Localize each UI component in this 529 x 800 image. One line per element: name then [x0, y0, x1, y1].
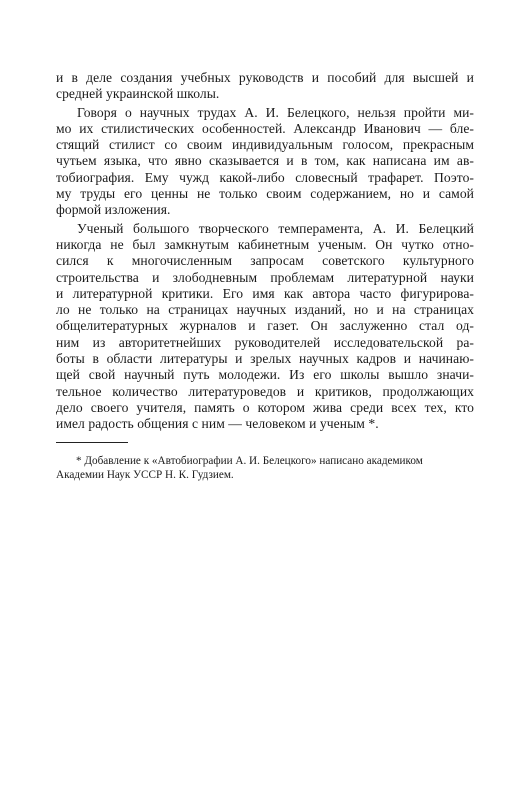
paragraph-1	[56, 70, 474, 103]
text-line: никогда не был замкнутым кабинетным ученым. Он чутко отно-	[56, 236, 474, 252]
paragraph-3	[56, 221, 474, 433]
text-line: и в деле создания учебных руководств и пособий для высшей и	[56, 70, 474, 85]
footnote-divider	[56, 442, 128, 443]
text-line: формой изложения.	[56, 202, 171, 218]
text-line: ним из авторитетнейших руководителей исследовательской ра-	[56, 334, 474, 350]
text-line: общелитературных журналов и газет. Он заслуженно стал од-	[56, 318, 474, 334]
text-line: щей свой научный путь молодежи. Из его школы вышло значи-	[56, 367, 474, 383]
text-line: мо их стилистических особенностей. Александр Иванович — бле-	[56, 120, 474, 136]
text-line: стящий стилист со своим индивидуальным голосом, прекрасным	[56, 137, 474, 153]
footnote-line: * Добавление к «Автобиографии А. И. Белецкого» написано академиком	[76, 454, 423, 467]
page-content	[56, 70, 474, 483]
text-line: сился к многочисленным запросам советского культурного	[56, 253, 474, 269]
text-line: тельное количество литературоведов и критиков, продолжающих	[56, 383, 474, 399]
text-line: Говоря о научных трудах А. И. Белецкого, нельзя пройти ми-	[77, 104, 474, 120]
text-line: строительства и злободневным проблемам литературной науки	[56, 269, 474, 285]
text-line: и литературной критики. Его имя как автора часто фигурирова-	[56, 285, 474, 301]
body-text	[56, 70, 474, 433]
text-line: му труды его ценны не только своим содержанием, но и самой	[56, 186, 474, 202]
text-line: боты в области литературы и зрелых научных кадров и начинаю-	[56, 351, 474, 367]
text-line: имел радость общения с ним — человеком и ученым *.	[56, 416, 379, 432]
text-line: дело своего учителя, память о котором жива среди всех тех, кто	[56, 399, 474, 415]
footnote-line: Академии Наук УССР Н. К. Гудзием.	[56, 469, 234, 482]
footnote	[56, 454, 474, 483]
text-line: Ученый большого творческого темперамента, А. И. Белецкий	[77, 220, 474, 236]
text-line: ло не только на страницах научных изданий, но и на страницах	[56, 302, 474, 318]
text-line: средней украинской школы.	[56, 86, 220, 102]
text-line: тобиография. Ему чужд какой-либо словесный трафарет. Поэто-	[56, 169, 474, 185]
text-line: чутьем языка, что явно сказывается и в том, как написана им ав-	[56, 153, 474, 169]
paragraph-2	[56, 105, 474, 219]
